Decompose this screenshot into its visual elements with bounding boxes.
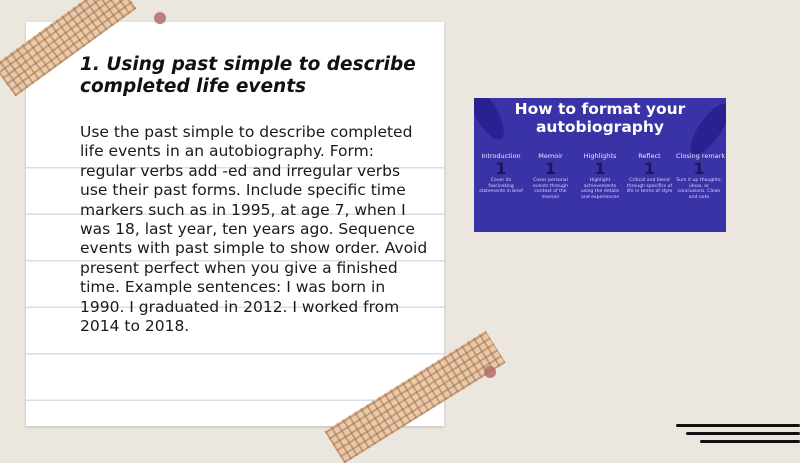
- infographic-column: Introduction 1 Cover its fascinating statements in brief: [479, 152, 523, 194]
- infographic-column: Reflect 1 Critical and blend through specifics of life in terms of style: [626, 152, 673, 194]
- decorative-line: [686, 432, 800, 435]
- infographic-column: Memoir 1 Cover personal events through context of the memoir: [533, 152, 568, 200]
- slide-body-text: Use the past simple to describe completed life events in an autobiography. Form: regular verbs add -ed and irregular verbs use their past forms. Include specific time markers such as in 1995, at age 7, when I was 18, last year, ten years ago. Sequence events with past simple to show order. Avoid present perfect when you give a finished time. Example sentences: I was born in 1990. I graduated in 2012. I worked from 2014 to 2018.: [80, 123, 428, 336]
- tape-pin-bottom: [484, 366, 496, 378]
- tape-pin-top: [154, 12, 166, 24]
- slide-heading: 1. Using past simple to describe completed life events: [80, 54, 416, 97]
- decorative-line: [676, 424, 800, 427]
- infographic-title: How to format your autobiography: [514, 100, 686, 136]
- infographic-columns: [478, 152, 726, 200]
- infographic-column: Highlights 1 Highlight achievements using the details and experiences: [580, 152, 620, 200]
- infographic-column: Closing remark 1 Sum it up thoughts; ideas, or conclusions. Clean and note: [676, 152, 726, 200]
- decorative-line: [700, 440, 800, 443]
- autobiography-infographic: [474, 98, 726, 232]
